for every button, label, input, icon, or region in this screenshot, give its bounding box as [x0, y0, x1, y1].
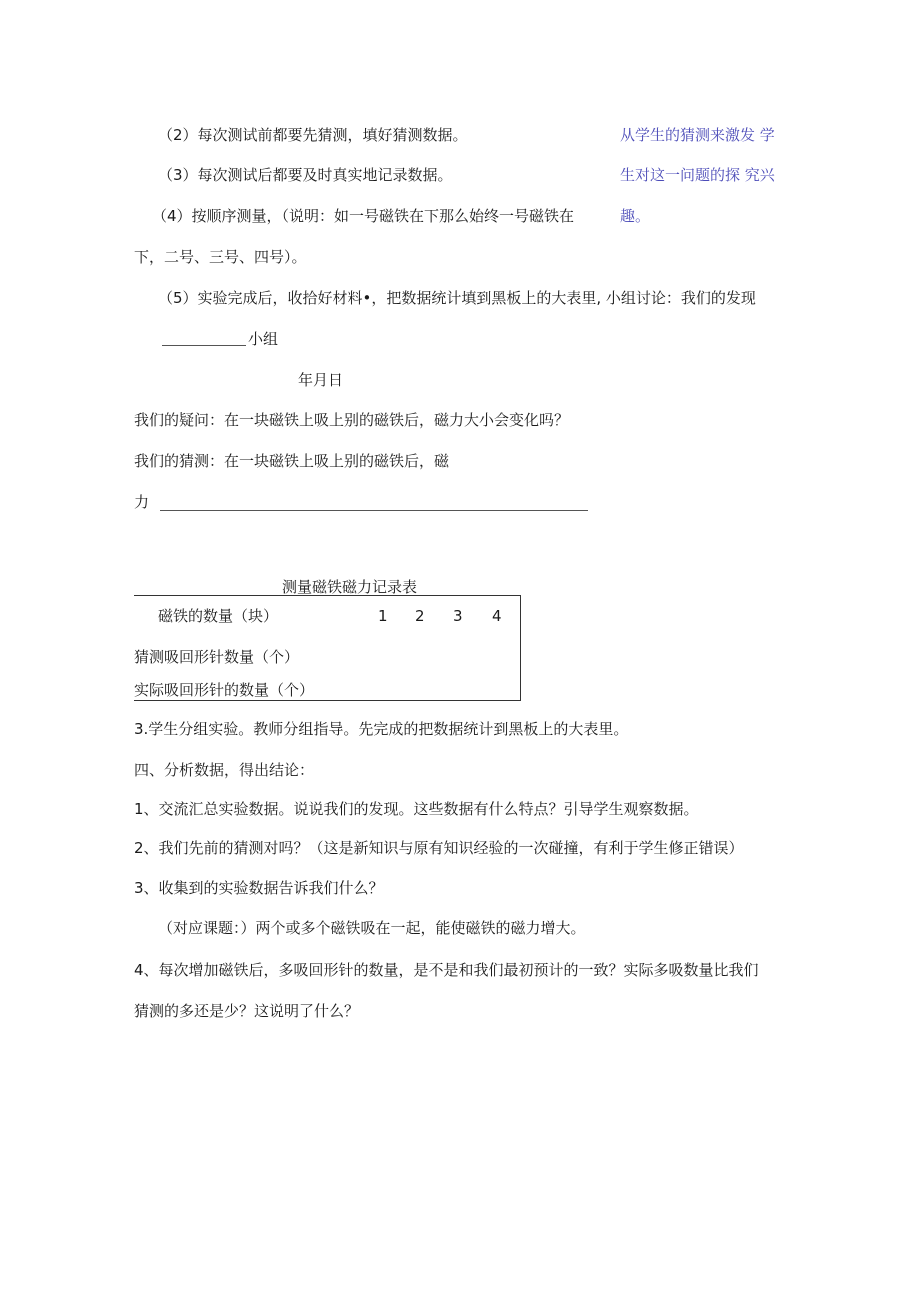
- table-row-actual-label: 实际吸回形针的数量（个）: [134, 681, 315, 699]
- question-4-line1: 4、每次增加磁铁后，多吸回形针的数量，是不是和我们最初预计的一致？实际多吸数量比我们: [134, 961, 759, 979]
- side-note-line2: 生对这一问题的探 究兴: [620, 166, 775, 184]
- table-count-2: 2: [415, 607, 425, 625]
- guess-line1: 我们的猜测：在一块磁铁上吸上别的磁铁后，磁: [134, 452, 450, 470]
- table-count-4: 4: [492, 607, 502, 625]
- table-title: 测量磁铁磁力记录表: [282, 578, 418, 596]
- section-4-heading: 四、分析数据，得出结论：: [134, 761, 315, 779]
- step-2: （2）每次测试前都要先猜测，填好猜测数据。: [158, 126, 468, 144]
- question-1: 1、交流汇总实验数据。说说我们的发现。这些数据有什么特点？引导学生观察数据。: [134, 800, 699, 818]
- question-2: 2、我们先前的猜测对吗？（这是新知识与原有知识经验的一次碰撞，有利于学生修正错误）: [134, 839, 744, 857]
- date-label: 年月日: [298, 371, 344, 389]
- table-count-1: 1: [378, 607, 388, 625]
- table-row-guess-label: 猜测吸回形针数量（个）: [134, 648, 300, 666]
- group-label: 小组: [248, 330, 279, 348]
- paragraph-3: 3.学生分组实验。教师分组指导。先完成的把数据统计到黑板上的大表里。: [134, 720, 629, 738]
- step-4-line1: （4）按顺序测量，（说明：如一号磁铁在下那么始终一号磁铁在: [152, 207, 575, 225]
- side-note-line3: 趣。: [620, 207, 651, 225]
- group-name-blank: [162, 345, 246, 346]
- question-line: 我们的疑问：在一块磁铁上吸上别的磁铁后，磁力大小会变化吗？: [134, 411, 570, 429]
- question-3: 3、收集到的实验数据告诉我们什么？: [134, 879, 384, 897]
- question-4-line2: 猜测的多还是少？这说明了什么？: [134, 1002, 360, 1020]
- guess-answer-blank: [160, 510, 588, 511]
- step-5: （5）实验完成后，收拾好材料•，把数据统计填到黑板上的大表里, 小组讨论：我们的发现: [158, 289, 756, 307]
- table-header-label: 磁铁的数量（块）: [158, 607, 279, 625]
- step-4-line2: 下，二号、三号、四号）。: [134, 248, 307, 266]
- question-3-answer: （对应课题：）两个或多个磁铁吸在一起，能使磁铁的磁力增大。: [158, 919, 586, 937]
- side-note-line1: 从学生的猜测来激发 学: [620, 126, 775, 144]
- table-count-3: 3: [453, 607, 463, 625]
- step-3: （3）每次测试后都要及时真实地记录数据。: [158, 166, 453, 184]
- guess-line2: 力: [134, 493, 150, 511]
